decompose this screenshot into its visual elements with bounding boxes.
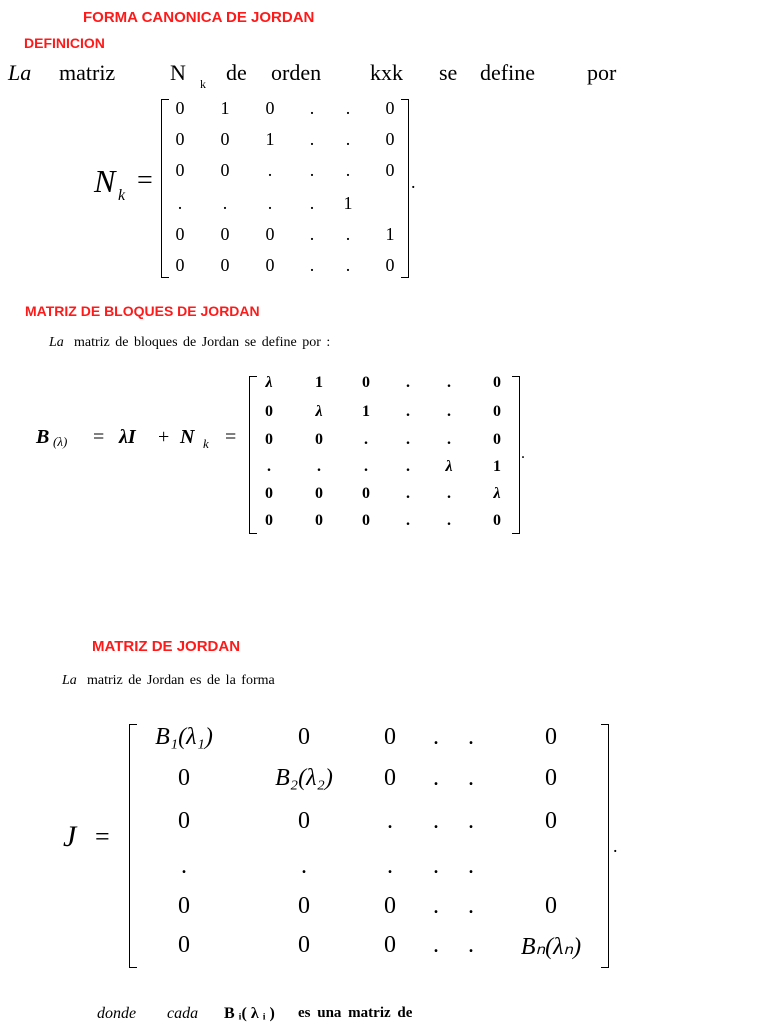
b-period: . [521,445,525,462]
b-k: k [203,436,209,451]
j-matrix-cell: 0 [545,893,557,919]
j-matrix-cell: 0 [384,765,396,791]
bloques-heading: MATRIZ DE BLOQUES DE JORDAN [25,303,260,319]
b-equals-1: = [93,426,105,448]
b-matrix-cell: 1 [362,403,370,420]
b-matrix-cell: 1 [493,458,501,475]
nk-matrix-cell: 0 [175,255,185,275]
def-matriz: matriz [59,60,116,85]
nk-matrix-cell: 0 [385,129,395,149]
footer-cada: cada [167,1005,199,1022]
b-matrix-cell: . [406,431,410,448]
j-matrix-cell: Bₙ(λₙ) [520,934,582,960]
nk-matrix-cell: 0 [220,129,230,149]
b-matrix-cell: λ [265,374,273,391]
b-matrix-cell: . [406,485,410,502]
b-matrix-cell: . [447,403,451,420]
b-matrix-cell: 0 [265,431,273,448]
j-matrix-cell: 0 [384,724,396,750]
b-matrix-cell: λ [445,458,453,475]
j-matrix-cell: 0 [178,893,190,919]
j-matrix-cell: 0 [298,932,310,958]
b-n: N [180,426,195,448]
nk-matrix-cell: 0 [175,224,185,244]
jordan-text: matriz de Jordan es de la forma [87,673,275,688]
j-matrix-cell: 0 [298,808,310,834]
b-matrix-cell: λ [315,403,323,420]
j-matrix-cell: 0 [545,808,557,834]
j-matrix-cell: . [433,893,439,919]
j-matrix-cell: . [433,808,439,834]
nk-matrix-cell: 1 [265,129,275,149]
nk-matrix-cell: . [222,193,228,213]
j-matrix-cell: . [387,808,393,834]
nk-matrix-cell: 1 [385,224,395,244]
b-matrix-cell: 0 [315,512,323,529]
j-matrix-cell: B₁(λ₁) [155,724,213,750]
b-matrix-cell: 0 [265,485,273,502]
b-matrix-cell: λ [493,485,501,502]
def-se: se [439,60,458,85]
def-define: define [480,60,535,85]
def-k-subscript: k [200,77,206,91]
b-matrix-cell: . [447,485,451,502]
footer-b: B ᵢ( λ ᵢ ) [224,1005,275,1022]
j-matrix-cell: . [468,853,474,879]
bloques-la: La [49,335,64,350]
b-equals-2: = [225,426,237,448]
nk-matrix-cell: 0 [220,224,230,244]
jordan-heading: MATRIZ DE JORDAN [92,638,241,655]
b-matrix-cell: 0 [493,403,501,420]
def-la: La [8,60,32,85]
nk-matrix-cell: . [309,160,315,180]
b-matrix-cell: 0 [265,403,273,420]
j-matrix-cell: . [468,893,474,919]
nk-matrix-cell: 0 [385,160,395,180]
nk-matrix-cell: . [267,193,273,213]
b-matrix-cell: . [267,458,271,475]
j-matrix-cell: . [301,853,307,879]
nk-left-bracket [161,99,169,278]
j-matrix-cell: . [433,724,439,750]
b-matrix-cell: 1 [315,374,323,391]
b-matrix-cell: 0 [362,485,370,502]
b-matrix-cell: 0 [362,374,370,391]
b-matrix-cell: . [406,403,410,420]
nk-matrix-cell: 0 [385,255,395,275]
j-right-bracket [601,724,609,968]
j-matrix-cell: . [433,853,439,879]
nk-matrix-cell: 1 [220,98,230,118]
j-matrix-cell: . [181,853,187,879]
def-de: de [226,60,247,85]
j-matrix-cell: . [468,765,474,791]
b-subscript: (λ) [53,434,68,449]
nk-matrix-cell: 0 [385,98,395,118]
def-por: por [587,60,617,85]
nk-matrix-cell: . [309,129,315,149]
j-equals: = [95,822,110,851]
nk-matrix-cell: 0 [175,98,185,118]
b-matrix-cell: . [317,458,321,475]
nk-matrix-cell: 0 [265,224,275,244]
nk-k: k [118,187,126,204]
b-matrix-cell: . [364,431,368,448]
nk-matrix-cell: 0 [175,160,185,180]
b-matrix-cell: . [447,374,451,391]
def-kxk: kxk [370,60,403,85]
j-matrix-cell: . [433,765,439,791]
nk-matrix-cell: . [345,98,351,118]
main-title: FORMA CANONICA DE JORDAN [83,9,315,26]
j-left-bracket [129,724,137,968]
nk-n: N [94,163,116,199]
j-matrix-cell: 0 [384,893,396,919]
j-matrix-cell: 0 [178,765,190,791]
b-matrix-cell: 0 [362,512,370,529]
j-matrix-cell: 0 [178,932,190,958]
bloques-text: matriz de bloques de Jordan se define por : [74,335,331,350]
b-matrix-cell: 0 [265,512,273,529]
nk-matrix-cell: 0 [265,255,275,275]
j-matrix-cell: 0 [298,893,310,919]
j-matrix-cell: 0 [384,932,396,958]
b-matrix-cell: 0 [493,431,501,448]
nk-matrix-cell: . [309,255,315,275]
b-matrix-cell: . [364,458,368,475]
j-matrix-cell: . [433,932,439,958]
def-orden: orden [271,60,322,85]
b-letter: B [36,426,50,448]
footer-donde: donde [97,1005,137,1022]
jordan-la: La [62,673,77,688]
nk-matrix-cell: 0 [175,129,185,149]
nk-matrix-cell: . [309,98,315,118]
b-matrix-cell: . [447,431,451,448]
nk-matrix-cell: 0 [220,255,230,275]
b-matrix-cell: . [406,512,410,529]
nk-matrix-cell: . [177,193,183,213]
nk-matrix-cell: . [309,193,315,213]
nk-matrix-cell: . [309,224,315,244]
j-matrix-cell: . [468,808,474,834]
nk-matrix-cell: . [345,160,351,180]
j-matrix-cell: 0 [178,808,190,834]
j-matrix-cell: . [468,724,474,750]
nk-matrix-cell: . [345,129,351,149]
nk-matrix-cell: 0 [220,160,230,180]
j-matrix-cell: B₂(λ₂) [275,765,333,791]
nk-matrix-cell: 0 [265,98,275,118]
j-letter: J [63,820,77,853]
nk-matrix-cell: . [267,160,273,180]
nk-right-bracket [401,99,409,278]
nk-matrix-cell: 1 [343,193,353,213]
nk-period: . [411,172,416,192]
j-matrix-cell: . [468,932,474,958]
j-matrix-cell: 0 [545,765,557,791]
nk-equals: = [137,165,153,196]
b-matrix-cell: 0 [315,431,323,448]
b-matrix-cell: . [406,374,410,391]
b-right-bracket [512,376,520,534]
b-matrix-cell: 0 [493,512,501,529]
nk-matrix-cell: . [345,224,351,244]
def-n: N [170,60,186,85]
b-matrix-cell: . [447,512,451,529]
b-matrix-cell: 0 [493,374,501,391]
b-plus: + [158,426,170,448]
j-matrix-cell: 0 [298,724,310,750]
footer-rest: es una matriz de [298,1005,413,1021]
nk-matrix-cell: . [345,255,351,275]
j-matrix-cell: 0 [545,724,557,750]
b-matrix-cell: 0 [315,485,323,502]
definition-heading: DEFINICION [24,35,105,51]
b-left-bracket [249,376,257,534]
b-matrix-cell: . [406,458,410,475]
b-lambda-i: λI [119,426,136,448]
j-period: . [613,836,618,856]
j-matrix-cell: . [387,853,393,879]
